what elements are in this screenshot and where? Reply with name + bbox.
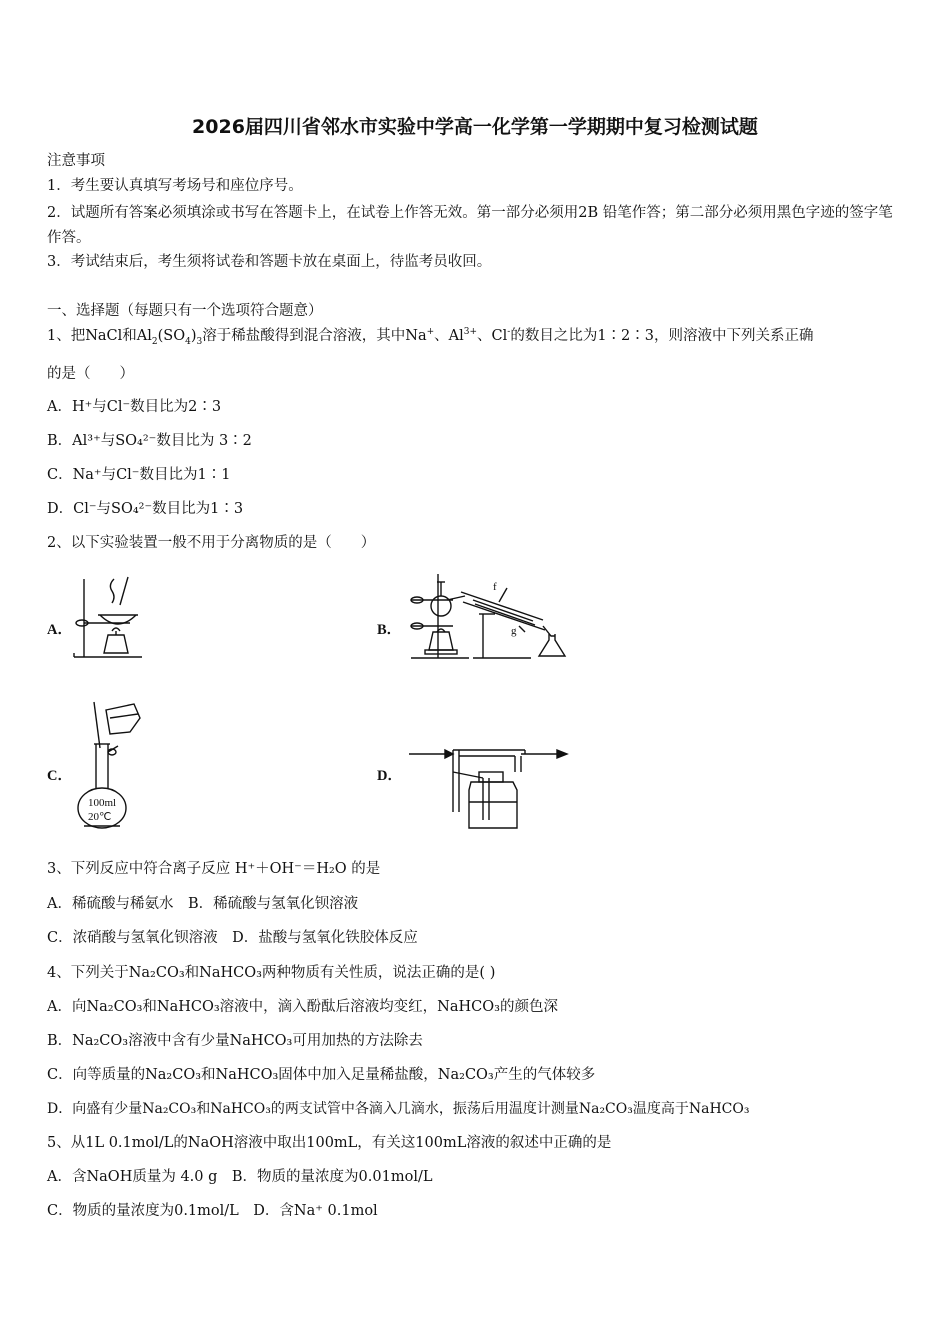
notice-item-1: 1．考生要认真填写考场号和座位序号。 <box>47 178 303 194</box>
notice-item-3: 3．考试结束后，考生须将试卷和答题卡放在桌面上，待监考员收回。 <box>47 254 492 270</box>
q3-options-cd: C．浓硝酸与氢氧化钡溶液 D．盐酸与氢氧化铁胶体反应 <box>47 930 418 946</box>
evaporation-apparatus-icon <box>72 575 152 663</box>
q4-option-b: B．Na₂CO₃溶液中含有少量NaHCO₃可用加热的方法除去 <box>47 1033 423 1049</box>
figure-c-volume-label: 100ml <box>88 797 117 809</box>
q4-option-a: A．向Na₂CO₃和NaHCO₃溶液中，滴入酚酞后溶液均变红，NaHCO₃的颜色深 <box>47 999 558 1015</box>
q2-option-c-label: C． <box>47 768 72 784</box>
q3-stem: 3、下列反应中符合离子反应 H⁺＋OH⁻＝H₂O 的是 <box>47 861 381 877</box>
q2-option-d-label: D． <box>377 768 402 784</box>
q1-stem-line2: 的是（ ） <box>47 366 134 382</box>
figure-c-temp-label: 20℃ <box>88 811 112 823</box>
q2-option-a-label: A． <box>47 622 72 638</box>
q4-option-d: D．向盛有少量Na₂CO₃和NaHCO₃的两支试管中各滴入几滴水，振荡后用温度计测量Na₂CO₃温度高于NaHCO₃ <box>47 1101 750 1117</box>
notice-heading: 注意事项 <box>47 153 105 169</box>
notice-item-2: 2．试题所有答案必须填涂或书写在答题卡上，在试卷上作答无效。第一部分必须用2B 铅笔作答；第二部分必须用黑色字迹的签字笔作答。 <box>47 205 893 246</box>
q4-stem: 4、下列关于Na₂CO₃和NaHCO₃两种物质有关性质，说法正确的是( ) <box>47 965 496 981</box>
q1-option-b: B．Al³⁺与SO₄²⁻数目比为 3∶2 <box>47 433 252 449</box>
q1-stem-line1: 1、把NaCl和$Al_2(SO_4)_3$溶于稀盐酸得到混合溶液，其中Na+、$Al^{3+}$、Cl-的数目之比为1∶2∶3，则溶液中下列关系正确 <box>47 327 814 347</box>
gas-washing-bottle-icon <box>405 742 575 834</box>
q1-option-c: C．Na⁺与Cl⁻数目比为1∶1 <box>47 467 231 483</box>
q5-options-ab: A．含NaOH质量为 4.0 g B．物质的量浓度为0.01mol/L <box>47 1169 433 1185</box>
section-heading: 一、选择题（每题只有一个选项符合题意） <box>47 303 323 319</box>
figure-b-label-f: f <box>493 581 497 593</box>
distillation-apparatus-icon <box>403 570 583 662</box>
q5-stem: 5、从1L 0.1mol/L的NaOH溶液中取出100mL，有关这100mL溶液的叙述中正确的是 <box>47 1135 612 1151</box>
q3-options-ab: A．稀硫酸与稀氨水 B．稀硫酸与氢氧化钡溶液 <box>47 896 359 912</box>
q1-option-a: A．H⁺与Cl⁻数目比为2∶3 <box>47 399 222 415</box>
volumetric-flask-icon <box>72 700 152 835</box>
q4-option-c: C．向等质量的Na₂CO₃和NaHCO₃固体中加入足量稀盐酸，Na₂CO₃产生的气体较多 <box>47 1067 596 1083</box>
figure-b-label-g: g <box>511 625 517 637</box>
q2-stem: 2、以下实验装置一般不用于分离物质的是（ ） <box>47 535 376 551</box>
q5-options-cd: C．物质的量浓度为0.1mol/L D．含Na⁺ 0.1mol <box>47 1203 378 1219</box>
page-title: 2026届四川省邻水市实验中学高一化学第一学期期中复习检测试题 <box>192 116 758 138</box>
q2-option-b-label: B． <box>377 622 402 638</box>
q1-option-d: D．Cl⁻与SO₄²⁻数目比为1∶3 <box>47 501 244 517</box>
